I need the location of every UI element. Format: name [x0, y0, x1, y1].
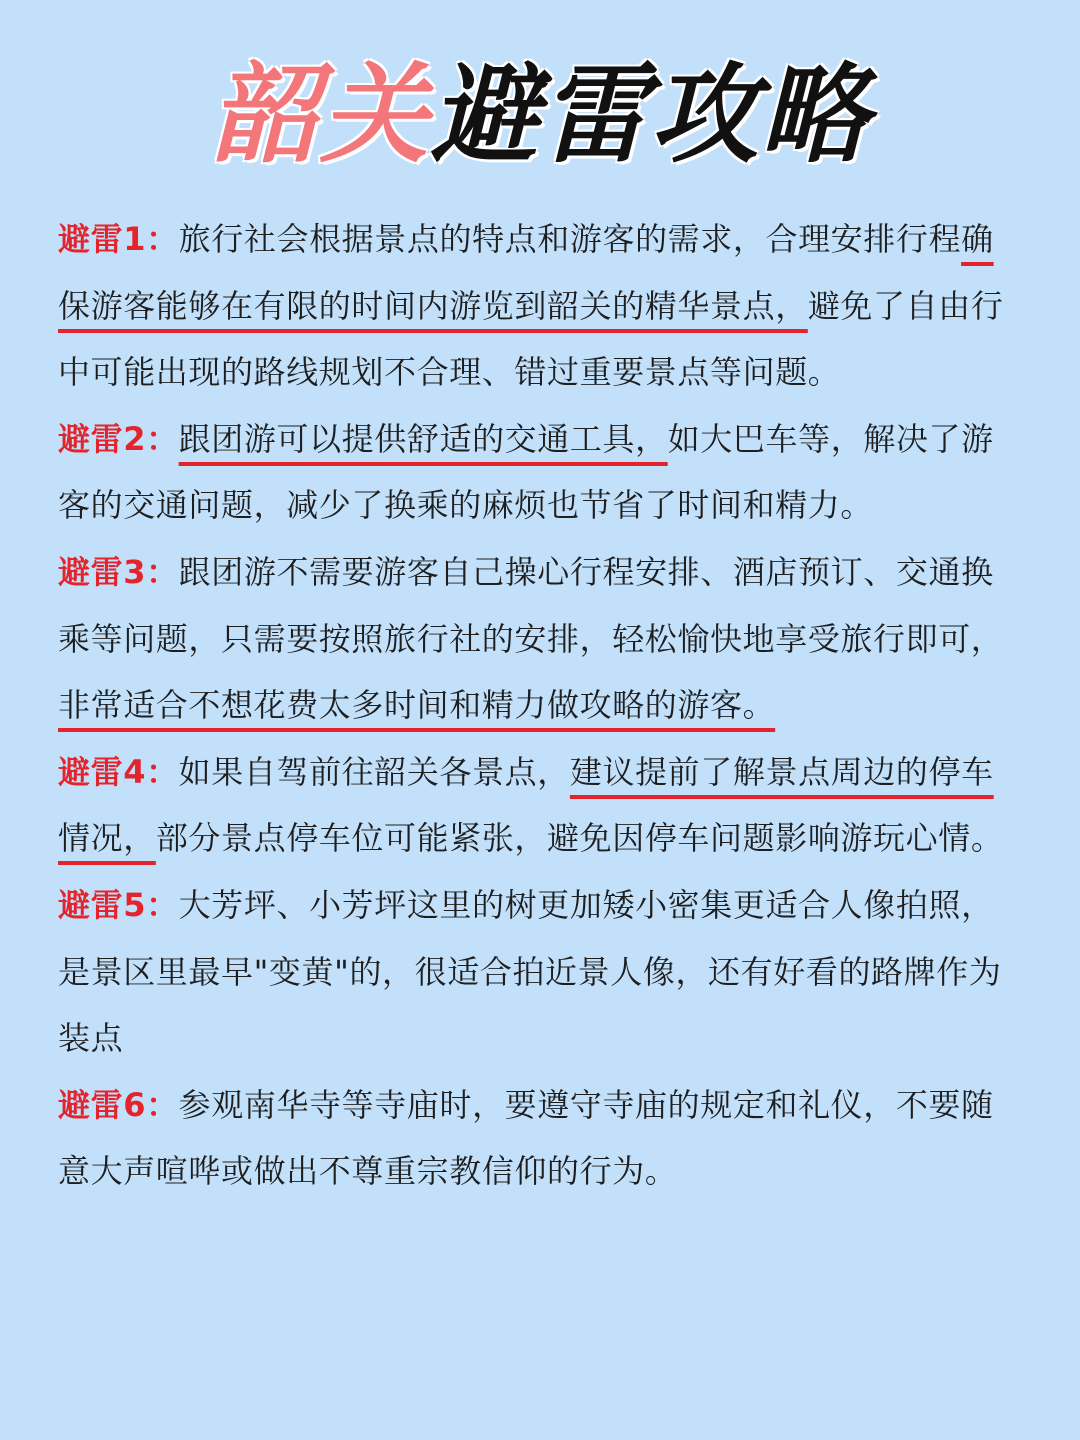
tip-text-underlined: 确保游客能够在有限的时间内游览到韶关的精华景点，	[58, 220, 994, 325]
tip-text-underlined: 非常适合不想花费太多时间和精力做攻略的游客。	[58, 686, 776, 725]
tip-item-3	[58, 539, 1026, 739]
title-main: 避雷攻略	[430, 53, 871, 178]
tip-text: 避免了自由行中可能出现的路线规划不合理、错过重要景点等问题。	[58, 286, 1004, 392]
tip-label: 避雷1：	[58, 220, 179, 258]
tip-text-underlined: 跟团游可以提供舒适的交通工具，	[178, 419, 668, 458]
title-highlight: 韶关	[209, 53, 430, 178]
tip-item-6	[58, 1072, 1026, 1205]
tip-item-1	[58, 206, 1026, 406]
tip-label: 避雷6：	[58, 1085, 179, 1124]
tip-text: 如大巴车等，解决了游客的交通问题，减少了换乘的麻烦也节省了时间和精力。	[58, 419, 994, 525]
tip-item-5	[58, 872, 1026, 1072]
tip-text: 部分景点停车位可能紧张，避免因停车问题影响游玩心情。	[155, 819, 1004, 858]
tip-item-4	[58, 739, 1026, 872]
tip-text: 跟团游不需要游客自己操心行程安排、酒店预订、交通换乘等问题，只需要按照旅行社的安排，轻松愉快地享受旅行即可，	[58, 552, 1004, 658]
tip-text: 大芳坪、小芳坪这里的树更加矮小密集更适合人像拍照，是景区里最早"变黄"的，很适合拍近景人像，还有好看的路牌作为装点	[58, 885, 1002, 1058]
page-title	[0, 46, 1080, 186]
tip-label: 避雷2：	[58, 419, 179, 458]
tip-label: 避雷5：	[58, 885, 179, 924]
tip-item-2	[58, 406, 1026, 539]
tip-text: 如果自驾前往韶关各景点，	[178, 752, 570, 791]
tips-list	[58, 206, 1026, 1205]
tip-text: 旅行社会根据景点的特点和游客的需求，合理安排行程	[178, 220, 962, 258]
tip-text: 参观南华寺等寺庙时，要遵守寺庙的规定和礼仪，不要随意大声喧哗或做出不尊重宗教信仰的行为。	[58, 1085, 994, 1191]
tip-text-underlined: 建议提前了解景点周边的停车情况，	[58, 752, 994, 858]
tip-label: 避雷4：	[58, 752, 179, 791]
tip-label: 避雷3：	[58, 552, 179, 591]
